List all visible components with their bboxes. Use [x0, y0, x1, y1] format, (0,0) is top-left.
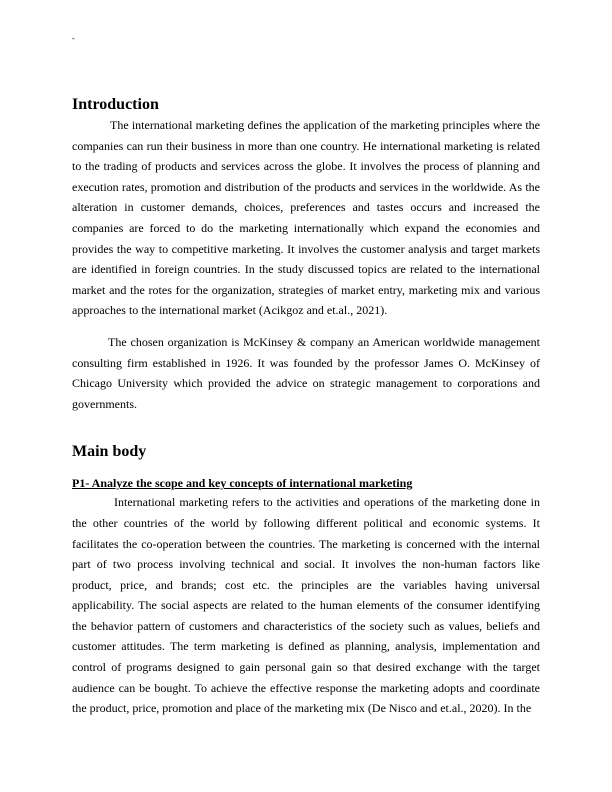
introduction-paragraph-1: The international marketing defines the application of the marketing principles where the companies can run their business in more than one country. He international marketing is related to the trading of products and services across the globe. It involves the process of planning and execution rates, promotion and distribution of the products and services in the worldwide. As the alteration in customer demands, choices, preferences and tastes occurs and increased the companies are forced to do the marketing internationally which expand the economies and provides the way to competitive marketing. It involves the customer analysis and target markets are identified in foreign countries. In the study discussed topics are related to the international market and the rotes for the organization, strategies of market entry, marketing mix and various approaches to the international market (Acikgoz and et.al., 2021).: [72, 118, 540, 318]
main-body-paragraph-1: International marketing refers to the activities and operations of the marketing done in the other countries of the world by following different political and economic systems. It facilitates the co-operation between the countries. The marketing is concerned with the internal part of two process involving technical and social. It involves the non-human factors like product, price, and brands; cost etc. the principles are the variables having universal applicability. The social aspects are related to the human elements of the consumer identifying the behavior pattern of customers and characteristics of the society such as values, beliefs and customer attitudes. The term marketing is defined as planning, analysis, implementation and control of programs designed to gain personal gain so that desired exchange with the target audience can be bought. To achieve the effective response the marketing adopts and coordinate the product, price, promotion and place of the marketing mix (De Nisco and et.al., 2020). In the: [72, 495, 540, 716]
p1-subheading: P1- Analyze the scope and key concepts of international marketing: [72, 476, 413, 491]
introduction-heading: Introduction: [72, 96, 159, 113]
header-mark: -: [72, 34, 75, 43]
document-body: [72, 95, 540, 719]
introduction-paragraph-2: The chosen organization is McKinsey & company an American worldwide management consulting firm established in 1926. It was founded by the professor James O. McKinsey of Chicago University which provided the advice on strategic management to corporations and governments.: [72, 334, 540, 411]
main-body-heading: Main body: [72, 443, 147, 461]
